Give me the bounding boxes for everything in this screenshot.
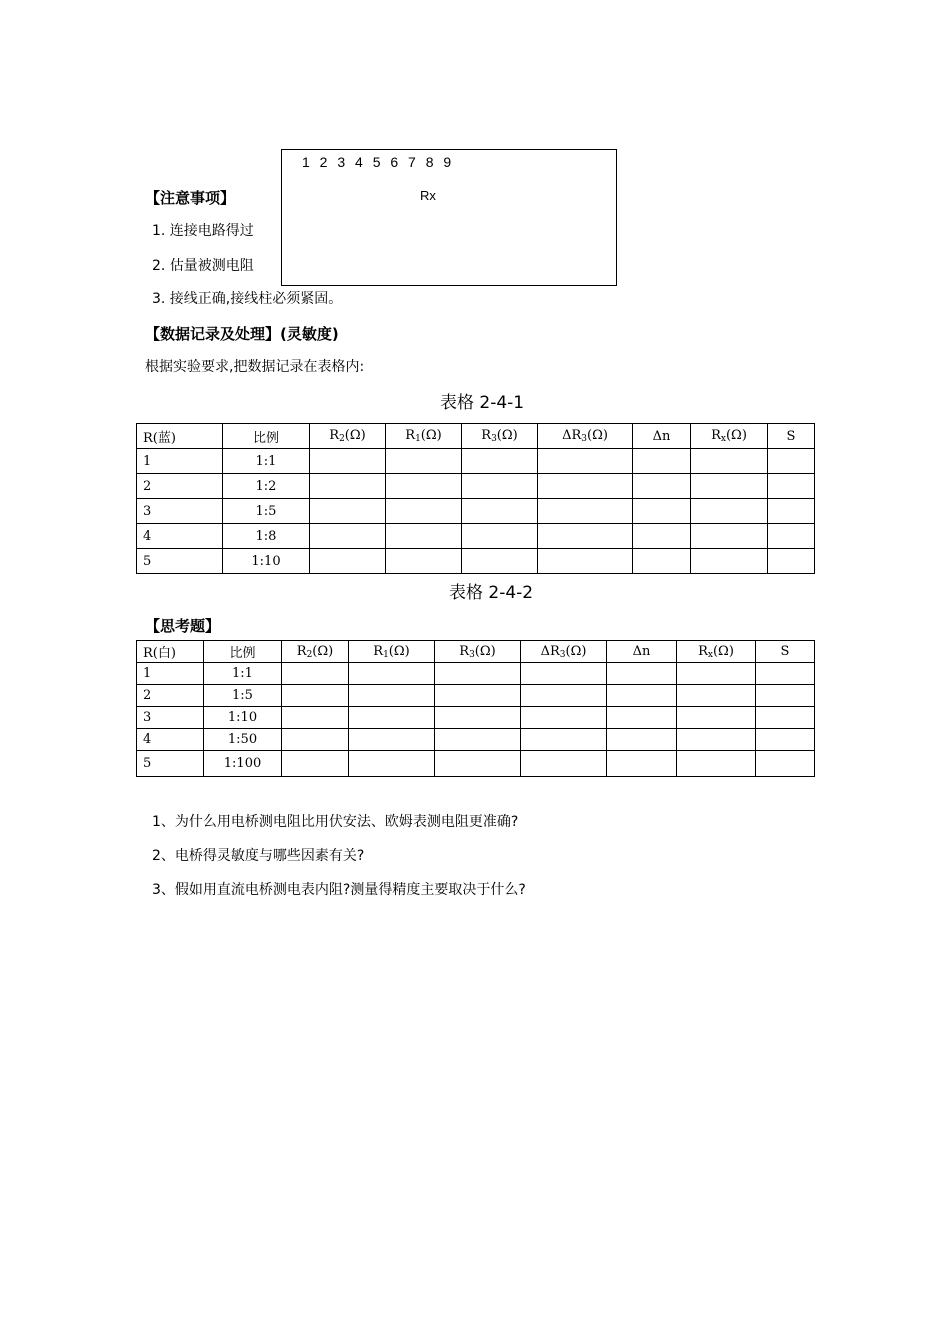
question-item-2: 2、电桥得灵敏度与哪些因素有关? (152, 848, 365, 864)
table-row (137, 663, 815, 685)
table-row (137, 524, 815, 549)
table-row (137, 499, 815, 524)
header-cell: $R_1(\Omega)$ (349, 641, 435, 663)
note-item-2: 2. 估量被测电阻 (152, 258, 254, 274)
table-row (137, 685, 815, 707)
ratio-cell: 1:1 (204, 663, 282, 685)
questions-heading: 【思考题】 (145, 617, 221, 635)
circuit-diagram-box (281, 149, 617, 286)
row-index: 3 (137, 499, 223, 524)
ratio-cell: 1:50 (204, 729, 282, 751)
row-index: 3 (137, 707, 204, 729)
ratio-cell: 1:10 (204, 707, 282, 729)
ratio-cell: 1:5 (223, 499, 310, 524)
table-row (137, 729, 815, 751)
row-index: 2 (137, 685, 204, 707)
row-index: 2 (137, 474, 223, 499)
header-cell: Δn (607, 641, 677, 663)
row-index: 4 (137, 524, 223, 549)
ratio-cell: 1:5 (204, 685, 282, 707)
header-cell: 比例 (204, 641, 282, 663)
table-row (137, 707, 815, 729)
row-index: 1 (137, 449, 223, 474)
note-item-3: 3. 接线正确,接线柱必须紧固。 (152, 291, 343, 307)
table-row (137, 751, 815, 777)
note-item-1: 1. 连接电路得过 (152, 223, 254, 239)
header-cell: $R_1(\Omega)$ (386, 424, 462, 449)
table-row (137, 474, 815, 499)
notes-heading: 【注意事项】 (145, 189, 236, 207)
header-cell: $\Delta R_3(\Omega)$ (521, 641, 607, 663)
table-header-row (137, 424, 815, 449)
data-table-1 (136, 423, 815, 574)
rx-label: Rx (420, 188, 436, 203)
header-cell: $R_3(\Omega)$ (462, 424, 538, 449)
row-index: 5 (137, 549, 223, 574)
data-section-intro: 根据实验要求,把数据记录在表格内: (145, 359, 365, 375)
ratio-cell: 1:8 (223, 524, 310, 549)
header-cell: Δn (633, 424, 691, 449)
header-cell: S (768, 424, 815, 449)
ratio-cell: 1:10 (223, 549, 310, 574)
terminal-numbers: 1 2 3 4 5 6 7 8 9 (302, 154, 453, 170)
table1-caption: 表格 2-4-1 (440, 393, 525, 413)
header-cell: $R_2(\Omega)$ (310, 424, 386, 449)
header-cell: $\Delta R_3(\Omega)$ (538, 424, 633, 449)
header-cell: S (756, 641, 815, 663)
ratio-cell: 1:2 (223, 474, 310, 499)
ratio-cell: 1:100 (204, 751, 282, 777)
data-table-2 (136, 640, 815, 777)
header-cell: $R_x(\Omega)$ (677, 641, 756, 663)
question-item-1: 1、为什么用电桥测电阻比用伏安法、欧姆表测电阻更准确? (152, 814, 519, 830)
header-cell: $R_x(\Omega)$ (691, 424, 768, 449)
table-row (137, 449, 815, 474)
header-cell: 比例 (223, 424, 310, 449)
row-index: 4 (137, 729, 204, 751)
header-cell: R(蓝) (137, 424, 223, 449)
header-cell: $R_3(\Omega)$ (435, 641, 521, 663)
header-cell: $R_2(\Omega)$ (282, 641, 349, 663)
row-index: 5 (137, 751, 204, 777)
header-cell: R(白) (137, 641, 204, 663)
table-row (137, 549, 815, 574)
table2-caption: 表格 2-4-2 (449, 583, 534, 603)
data-section-heading: 【数据记录及处理】(灵敏度) (145, 325, 339, 343)
row-index: 1 (137, 663, 204, 685)
table-header-row (137, 641, 815, 663)
question-item-3: 3、假如用直流电桥测电表内阻?测量得精度主要取决于什么? (152, 882, 526, 898)
ratio-cell: 1:1 (223, 449, 310, 474)
